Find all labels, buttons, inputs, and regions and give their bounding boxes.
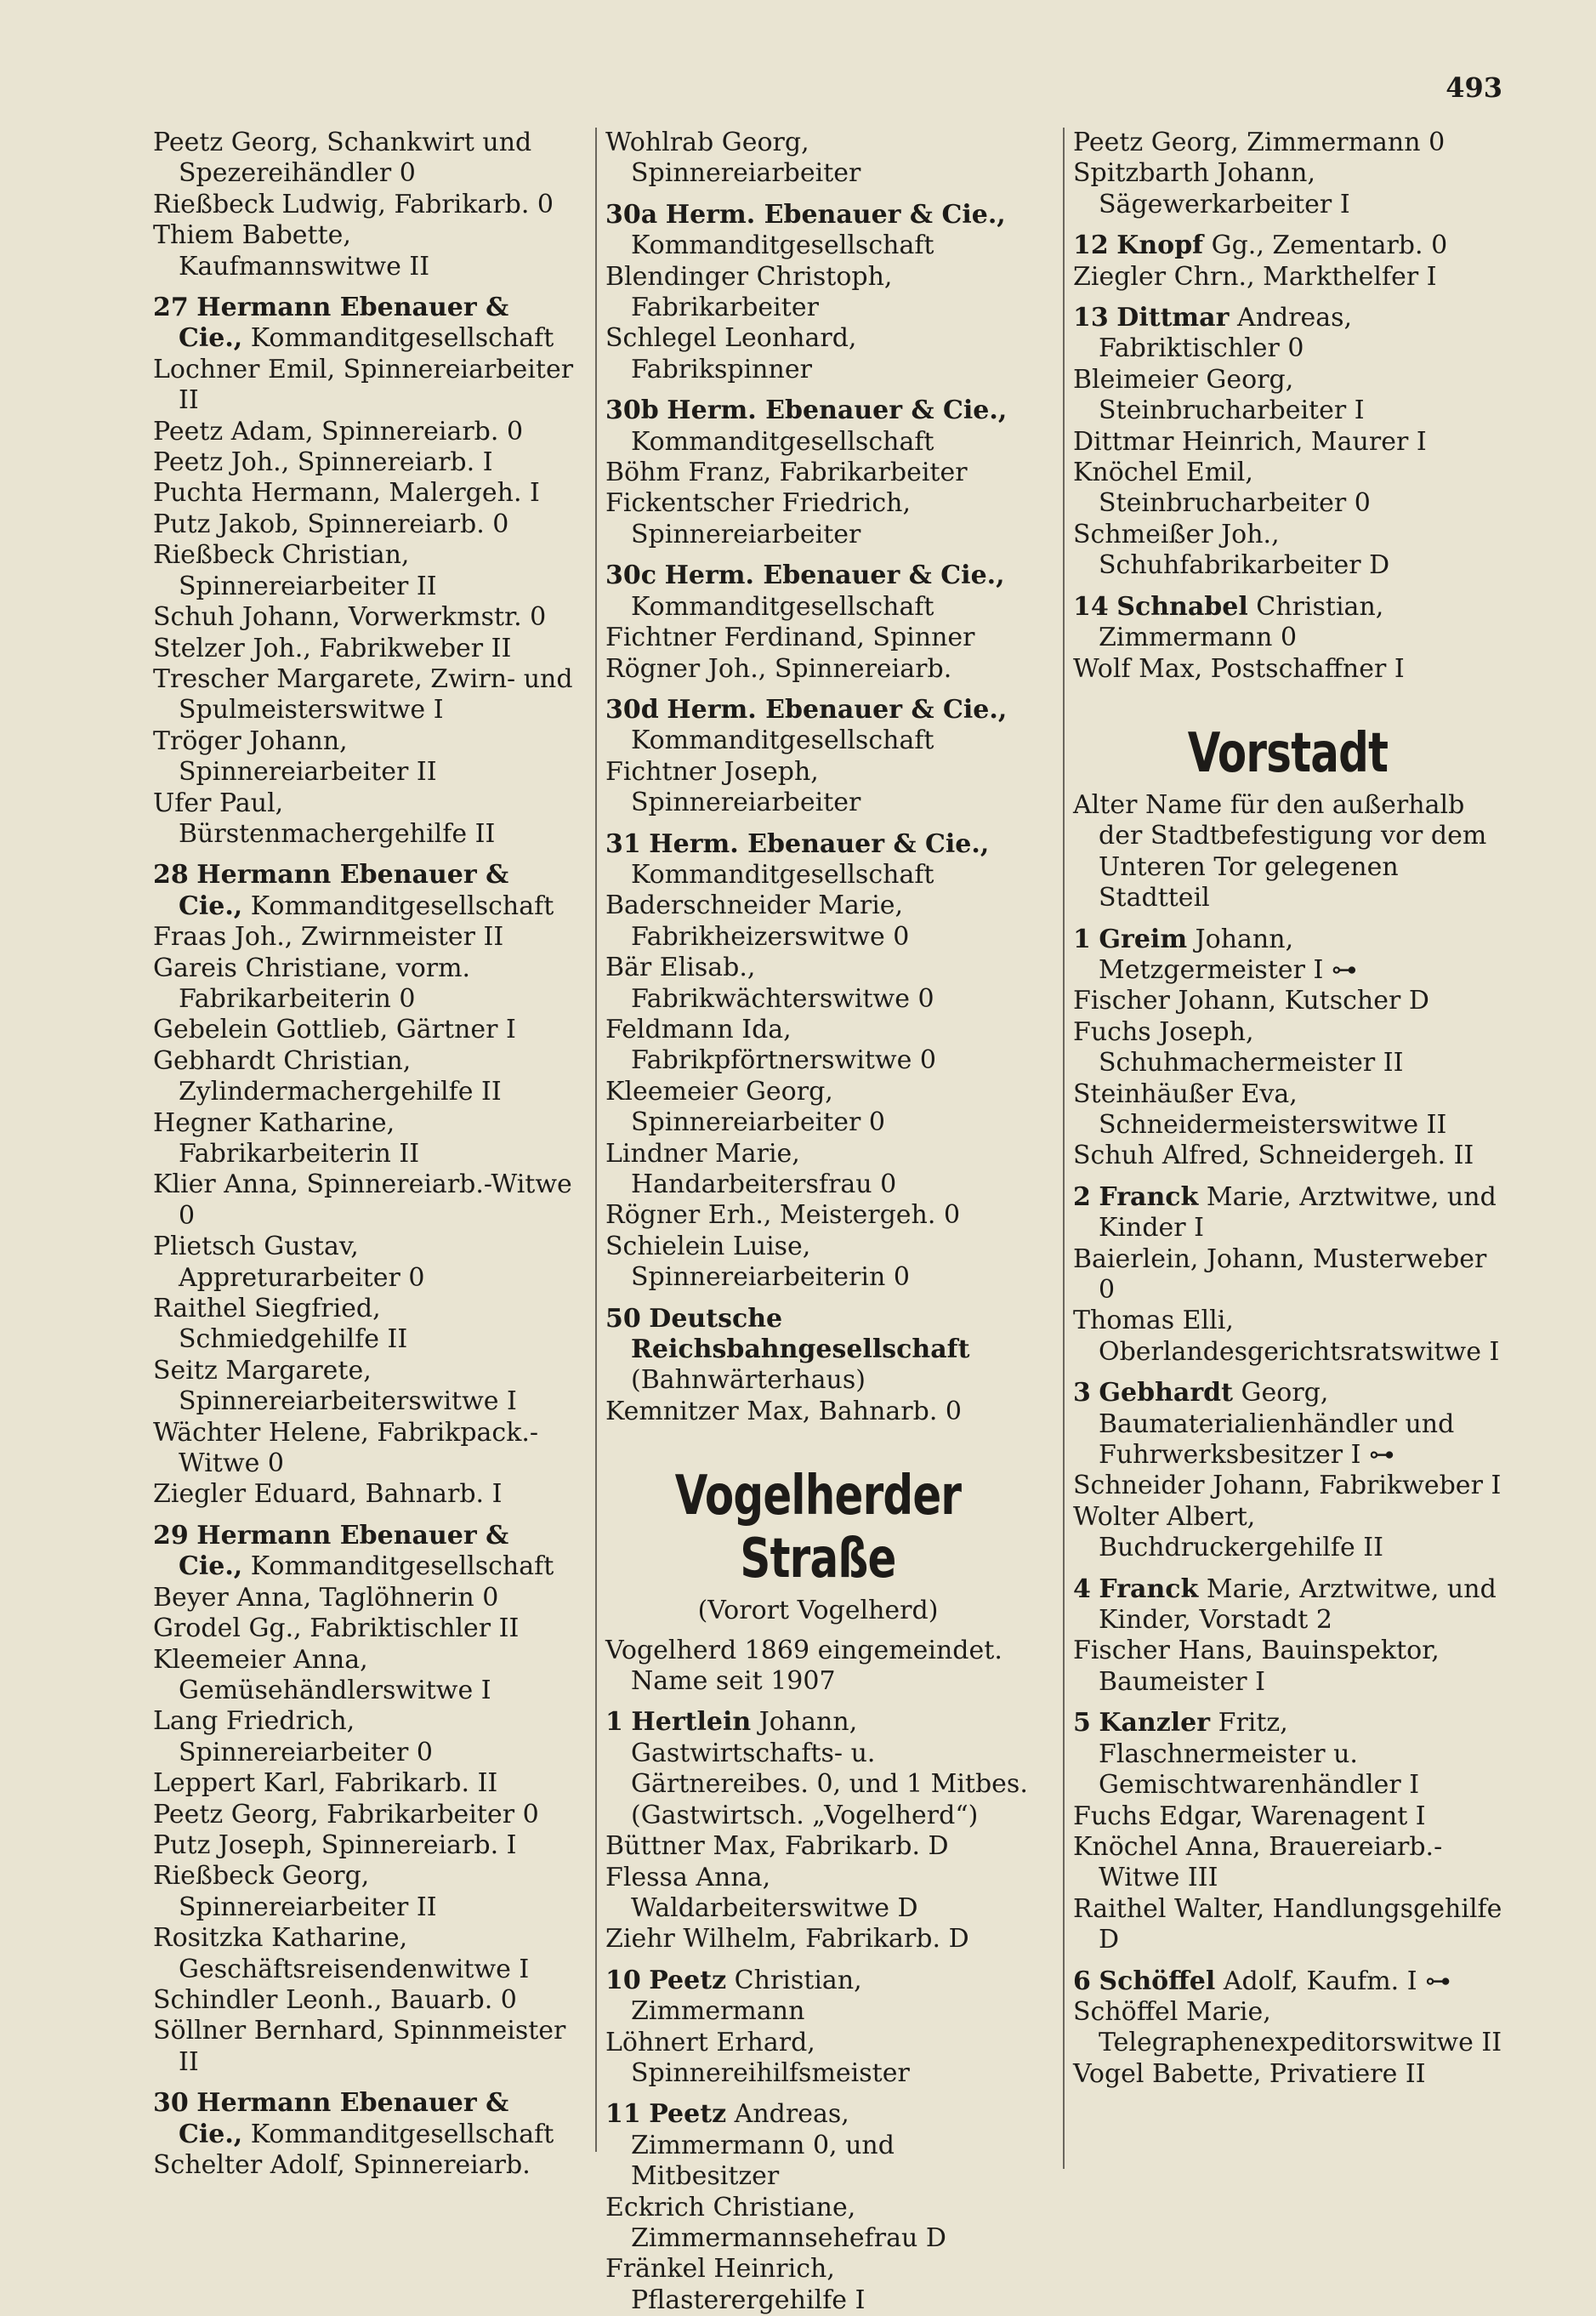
house-entry <box>605 200 1031 262</box>
house-details: (Bahnwärterhaus) <box>631 1365 866 1396</box>
house-details: Marie, Arztwitwe, und Kinder, Vorstadt 2 <box>1099 1573 1497 1636</box>
resident-entry: Rießbeck Ludwig, Fabrikarb. 0 <box>153 189 554 219</box>
resident-entry: Fickentscher Friedrich, Spinnereiarbeiter <box>605 488 911 549</box>
owner-name: Herm. Ebenauer & Cie., <box>667 694 1008 725</box>
owner-name: Peetz <box>649 2099 727 2130</box>
column-3 <box>1073 128 1502 2090</box>
resident-entry: Lochner Emil, Spinnereiarbeiter II <box>153 354 574 416</box>
owner-name: Hermann Ebenauer & Cie., <box>179 293 509 354</box>
resident-entry: Fraas Joh., Zwirnmeister II <box>153 922 504 953</box>
owner-name: Herm. Ebenauer & Cie., <box>649 828 990 859</box>
owner-name: Kanzler <box>1099 1708 1211 1738</box>
resident-entry: Flessa Anna, Waldarbeiterswitwe D <box>605 1862 918 1923</box>
resident-entry: Schneider Johann, Fabrikweber I <box>1073 1471 1502 1501</box>
owner-name: Hermann Ebenauer & Cie., <box>179 1520 509 1582</box>
resident-entry: Baierlein, Johann, Musterweber 0 <box>1073 1243 1487 1305</box>
resident-entry: Rositzka Katharine, Geschäftsreisendenwitwe I <box>153 1923 530 1984</box>
house-entry <box>1073 1182 1502 1244</box>
house-number: 1 <box>1073 924 1091 954</box>
street-description: Vogelherd 1869 eingemeindet. Name seit 1907 <box>605 1635 1002 1697</box>
house-details: Marie, Arztwitwe, und Kinder I <box>1099 1181 1497 1243</box>
house-number: 10 <box>605 1965 641 1995</box>
resident-entry: Feldmann Ida, Fabrikpförtnerswitwe 0 <box>605 1014 936 1076</box>
house-entry <box>605 561 1031 623</box>
resident-entry: Spitzbarth Johann, Sägewerkarbeiter I <box>1073 158 1350 219</box>
house-entry <box>605 2099 1031 2192</box>
house-details: Christian, Zimmermann 0 <box>1099 591 1384 653</box>
house-number: 5 <box>1073 1708 1091 1738</box>
resident-entry: Fuchs Joseph, Schuhmachermeister II <box>1073 1016 1404 1078</box>
column-divider <box>1063 128 1065 2169</box>
house-details: Georg, Baumaterialienhändler und Fuhrwerksbesitzer I ⊶ <box>1099 1378 1455 1471</box>
house-entry <box>153 2088 578 2150</box>
resident-entry: Böhm Franz, Fabrikarbeiter <box>605 458 968 488</box>
resident-entry: Rießbeck Georg, Spinnereiarbeiter II <box>153 1861 437 1922</box>
house-details: Andreas, Zimmermann 0, und Mitbesitzer <box>631 2099 895 2192</box>
resident-entry: Knöchel Emil, Steinbrucharbeiter 0 <box>1073 458 1371 519</box>
resident-entry: Bleimeier Georg, Steinbrucharbeiter I <box>1073 364 1365 426</box>
house-details: Kommanditgesellschaft <box>631 859 934 890</box>
house-entry <box>1073 303 1502 365</box>
resident-entry: Baderschneider Marie, Fabrikheizerswitwe 0 <box>605 891 910 952</box>
house-number: 1 <box>605 1707 623 1738</box>
house-entry <box>1073 592 1502 654</box>
house-details: Kommanditgesellschaft <box>631 426 934 457</box>
owner-name: Schnabel <box>1116 591 1248 622</box>
resident-entry: Schielein Luise, Spinnereiarbeiterin 0 <box>605 1231 910 1293</box>
resident-entry: Gareis Christiane, vorm. Fabrikarbeiterin 0 <box>153 953 471 1014</box>
resident-entry: Schmeißer Joh., Schuhfabrikarbeiter D <box>1073 519 1390 581</box>
resident-entry: Hegner Katharine, Fabrikarbeiterin II <box>153 1107 420 1169</box>
house-entry <box>1073 1574 1502 1636</box>
owner-name: Herm. Ebenauer & Cie., <box>665 199 1006 230</box>
resident-entry: Kemnitzer Max, Bahnarb. 0 <box>605 1396 962 1426</box>
resident-entry: Leppert Karl, Fabrikarb. II <box>153 1768 498 1799</box>
house-entry <box>605 1707 1031 1831</box>
resident-entry: Fischer Hans, Bauinspektor, Baumeister I <box>1073 1636 1440 1697</box>
resident-entry: Wächter Helene, Fabrikpack.-Witwe 0 <box>153 1417 539 1479</box>
house-number: 30a <box>605 199 658 230</box>
resident-entry: Kleemeier Anna, Gemüsehändlerswitwe I <box>153 1644 491 1705</box>
resident-entry: Thomas Elli, Oberlandesgerichtsratswitwe I <box>1073 1306 1500 1367</box>
resident-entry: Puchta Hermann, Malergeh. I <box>153 478 540 509</box>
resident-entry: Blendinger Christoph, Fabrikarbeiter <box>605 261 893 323</box>
house-details: Kommanditgesellschaft <box>250 891 554 921</box>
owner-name: Schöffel <box>1099 1966 1216 1996</box>
resident-entry: Plietsch Gustav, Appreturarbeiter 0 <box>153 1232 425 1293</box>
resident-entry: Peetz Georg, Fabrikarbeiter 0 <box>153 1799 539 1829</box>
house-number: 4 <box>1073 1573 1091 1604</box>
resident-entry: Schuh Johann, Vorwerkmstr. 0 <box>153 602 547 633</box>
resident-entry: Büttner Max, Fabrikarb. D <box>605 1831 949 1862</box>
resident-entry: Peetz Joh., Spinnereiarb. I <box>153 447 493 478</box>
house-number: 13 <box>1073 303 1109 333</box>
owner-name: Greim <box>1099 924 1188 954</box>
house-entry <box>153 293 578 355</box>
house-number: 12 <box>1073 230 1109 261</box>
house-entry <box>1073 230 1502 261</box>
resident-entry: Schelter Adolf, Spinnereiarb. <box>153 2150 531 2180</box>
resident-entry: Putz Jakob, Spinnereiarb. 0 <box>153 509 509 539</box>
owner-name: Herm. Ebenauer & Cie., <box>667 395 1008 426</box>
house-number: 11 <box>605 2099 641 2130</box>
house-entry <box>153 860 578 922</box>
house-entry <box>605 1966 1031 2028</box>
resident-entry: Schlegel Leonhard, Fabrikspinner <box>605 323 857 384</box>
resident-entry: Fuchs Edgar, Warenagent I <box>1073 1801 1426 1831</box>
resident-entry: Klier Anna, Spinnereiarb.-Witwe 0 <box>153 1169 572 1231</box>
resident-entry: Dittmar Heinrich, Maurer I <box>1073 426 1427 457</box>
resident-entry: Seitz Margarete, Spinnereiarbeiterswitwe I <box>153 1355 517 1417</box>
house-number: 29 <box>153 1520 189 1551</box>
house-number: 30c <box>605 561 657 591</box>
house-number: 30 <box>153 2088 189 2119</box>
resident-entry: Vogel Babette, Privatiere II <box>1073 2058 1426 2089</box>
resident-entry: Lang Friedrich, Spinnereiarbeiter 0 <box>153 1706 433 1767</box>
resident-entry: Ziehr Wilhelm, Fabrikarb. D <box>605 1924 969 1955</box>
resident-entry: Rießbeck Christian, Spinnereiarbeiter II <box>153 540 437 601</box>
page-number: 493 <box>1445 71 1502 104</box>
resident-entry: Steinhäußer Eva, Schneidermeisterswitwe II <box>1073 1078 1447 1140</box>
owner-name: Dittmar <box>1116 303 1230 333</box>
house-number: 3 <box>1073 1378 1091 1408</box>
resident-entry: Gebhardt Christian, Zylindermachergehilfe II <box>153 1045 502 1107</box>
resident-entry: Ziegler Chrn., Markthelfer I <box>1073 261 1437 292</box>
resident-entry: Beyer Anna, Taglöhnerin 0 <box>153 1582 499 1613</box>
house-entry <box>1073 1378 1502 1471</box>
owner-name: Knopf <box>1116 230 1204 261</box>
house-details: Johann, Metzgermeister I ⊶ <box>1099 924 1357 985</box>
owner-name: Hermann Ebenauer & Cie., <box>179 860 509 921</box>
owner-name: Hertlein <box>631 1707 752 1738</box>
house-entry <box>605 395 1031 458</box>
house-details: Christian, Zimmermann <box>631 1965 862 2027</box>
resident-entry: Wohlrab Georg, Spinnereiarbeiter <box>605 128 861 189</box>
house-details: Kommanditgesellschaft <box>250 2119 554 2149</box>
resident-entry: Eckrich Christiane, Zimmermannsehefrau D <box>605 2192 946 2253</box>
street-heading: Vorstadt <box>1187 721 1389 785</box>
house-details: Adolf, Kaufm. I ⊶ <box>1223 1966 1451 1996</box>
house-details: Andreas, Fabriktischler 0 <box>1099 303 1353 364</box>
house-details: Kommanditgesellschaft <box>631 230 934 261</box>
resident-entry: Ziegler Eduard, Bahnarb. I <box>153 1479 503 1510</box>
house-details: Kommanditgesellschaft <box>631 726 934 756</box>
resident-entry: Schöffel Marie, Telegraphenexpeditorswitwe II <box>1073 1996 1502 2058</box>
resident-entry: Fischer Johann, Kutscher D <box>1073 986 1429 1016</box>
owner-name: Hermann Ebenauer & Cie., <box>179 2088 509 2149</box>
resident-entry: Trescher Margarete, Zwirn- und Spulmeisterswitwe I <box>153 663 573 726</box>
house-details: Gg., Zementarb. 0 <box>1211 230 1448 261</box>
house-details: Kommanditgesellschaft <box>631 591 934 622</box>
resident-entry: Peetz Georg, Schankwirt und Spezereihändler 0 <box>153 128 532 189</box>
resident-entry: Rögner Erh., Meistergeh. 0 <box>605 1200 961 1231</box>
resident-entry: Lindner Marie, Handarbeitersfrau 0 <box>605 1138 897 1199</box>
house-details: Kommanditgesellschaft <box>250 1551 554 1582</box>
house-number: 27 <box>153 293 189 323</box>
street-description: Alter Name für den außerhalb der Stadtbefestigung vor dem Unteren Tor gelegenen Stadtteil <box>1073 789 1487 913</box>
resident-entry: Fichtner Joseph, Spinnereiarbeiter <box>605 756 861 818</box>
owner-name: Franck <box>1099 1181 1199 1212</box>
owner-name: Franck <box>1099 1573 1199 1604</box>
owner-name: Gebhardt <box>1099 1378 1233 1408</box>
column-2 <box>605 128 1031 2316</box>
owner-name: Herm. Ebenauer & Cie., <box>664 561 1005 591</box>
resident-entry: Wolf Max, Postschaffner I <box>1073 653 1405 684</box>
column-divider <box>595 128 597 2152</box>
house-number: 30b <box>605 395 659 426</box>
owner-name: Deutsche Reichsbahngesellschaft <box>631 1303 970 1365</box>
resident-entry: Tröger Johann, Spinnereiarbeiter II <box>153 726 437 788</box>
owner-name: Peetz <box>649 1965 727 1995</box>
house-entry <box>1073 925 1502 987</box>
house-number: 2 <box>1073 1181 1091 1212</box>
resident-entry: Wolter Albert, Buchdruckergehilfe II <box>1073 1501 1383 1563</box>
resident-entry: Raithel Siegfried, Schmiedgehilfe II <box>153 1294 408 1355</box>
resident-entry: Bär Elisab., Fabrikwächterswitwe 0 <box>605 953 934 1014</box>
resident-entry: Thiem Babette, Kaufmannswitwe II <box>153 220 430 282</box>
house-details: Johann, Gastwirtschafts- u. Gärtnereibes. 0, und 1 Mitbes. (Gastwirtsch. „Vogelherd“) <box>631 1707 1028 1830</box>
resident-entry: Löhnert Erhard, Spinnereihilfsmeister <box>605 2027 910 2088</box>
house-number: 28 <box>153 860 189 891</box>
street-note: (Vorort Vogelherd) <box>697 1596 939 1626</box>
resident-entry: Peetz Georg, Zimmermann 0 <box>1073 128 1445 157</box>
resident-entry: Fränkel Heinrich, Pflasterergehilfe I <box>605 2254 866 2315</box>
house-entry <box>605 1304 1031 1397</box>
resident-entry: Stelzer Joh., Fabrikweber II <box>153 633 512 663</box>
resident-entry: Knöchel Anna, Brauereiarb.-Witwe III <box>1073 1831 1443 1893</box>
column-1 <box>153 128 578 2181</box>
resident-entry: Putz Joseph, Spinnereiarb. I <box>153 1829 517 1860</box>
house-details: Fritz, Flaschnermeister u. Gemischtwarenhändler I <box>1099 1708 1420 1801</box>
house-number: 50 <box>605 1303 641 1334</box>
resident-entry: Fichtner Ferdinand, Spinner <box>605 623 975 653</box>
house-entry <box>153 1521 578 1583</box>
house-entry <box>605 829 1031 891</box>
house-entry <box>1073 1708 1502 1801</box>
house-number: 30d <box>605 694 659 725</box>
resident-entry: Schindler Leonh., Bauarb. 0 <box>153 1984 517 2015</box>
house-details: Kommanditgesellschaft <box>250 323 554 354</box>
resident-entry: Grodel Gg., Fabriktischler II <box>153 1613 520 1644</box>
street-heading: Vogelherder Straße <box>674 1465 962 1591</box>
resident-entry: Söllner Bernhard, Spinnmeister II <box>153 2016 566 2077</box>
house-number: 14 <box>1073 591 1109 622</box>
resident-entry: Peetz Adam, Spinnereiarb. 0 <box>153 416 524 447</box>
house-number: 6 <box>1073 1966 1091 1996</box>
resident-entry: Ufer Paul, Bürstenmachergehilfe II <box>153 788 496 849</box>
resident-entry: Raithel Walter, Handlungsgehilfe D <box>1073 1893 1502 1955</box>
resident-entry: Rögner Joh., Spinnereiarb. <box>605 653 952 684</box>
house-number: 31 <box>605 828 641 859</box>
house-entry <box>605 695 1031 757</box>
house-entry <box>1073 1966 1502 1997</box>
resident-entry: Kleemeier Georg, Spinnereiarbeiter 0 <box>605 1076 885 1138</box>
resident-entry: Schuh Alfred, Schneidergeh. II <box>1073 1141 1474 1171</box>
resident-entry: Gebelein Gottlieb, Gärtner I <box>153 1015 516 1045</box>
